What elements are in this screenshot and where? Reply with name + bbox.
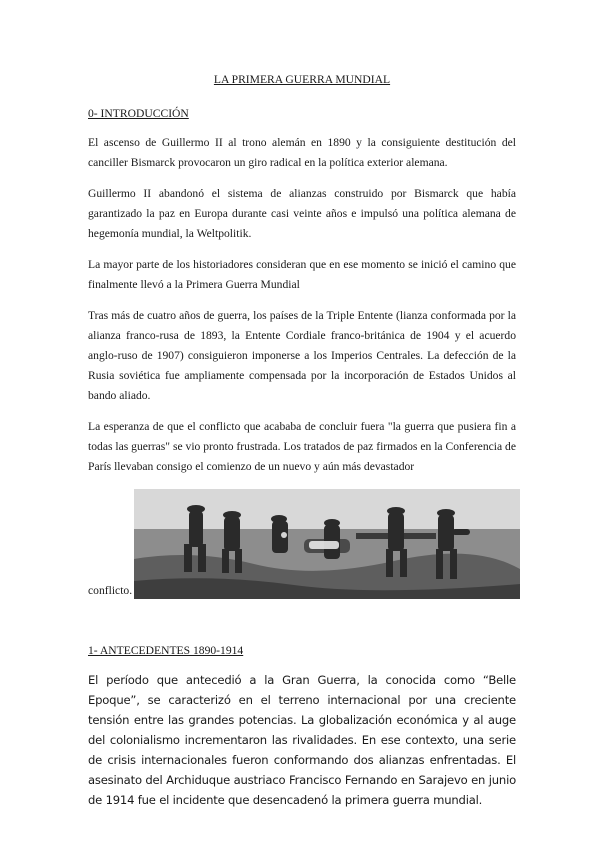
soldiers-photo (134, 489, 520, 599)
section-antecedentes (88, 641, 516, 810)
document-page (88, 70, 516, 821)
page-title: LA PRIMERA GUERRA MUNDIAL (213, 73, 391, 86)
section-heading-antecedentes: 1- ANTECEDENTES 1890-1914 (88, 644, 244, 657)
soldiers-photo-illustration (134, 489, 520, 599)
paragraph: Tras más de cuatro años de guerra, los países de la Triple Entente (lianza conformada por la alianza franco-rusa de 1893, la Entente Cordiale franco-británica de 1904 y el acuerdo anglo-ruso de 1907) consiguieron imponerse a los Imperios Centrales. La defección de la Rusia soviética fue ampliamente compensada por la incorporación de Estados Unidos al bando aliado. (88, 309, 516, 402)
figure-caption: conflicto. (88, 584, 133, 597)
paragraph: La esperanza de que el conflicto que acababa de concluir fuera "la guerra que pusiera fin a todas las guerras" se vio pronto frustrada. Los tratados de paz firmados en la Conferencia de París llevaban consigo el comienzo de un nuevo y aún más devastador (88, 420, 516, 473)
paragraph: El período que antecedió a la Gran Guerra, la conocida como “Belle Epoque”, se caracterizó en el terreno internacional por una creciente tensión entre las grandes potencias. La globalización económica y al auge del colonialismo incrementaron las rivalidades. En ese contexto, una serie de crisis internacionales fueron conformando dos alianzas enfrentadas. El asesinato del Archiduque austriaco Francisco Fernando en Sarajevo en junio de 1914 fue el incidente que desencadenó la primera guerra mundial. (88, 673, 516, 807)
paragraph: Guillermo II abandonó el sistema de alianzas construido por Bismarck que había garantizado la paz en Europa durante casi veinte años e impulsó una política alemana de hegemonía mundial, la Weltpolitik. (88, 187, 516, 240)
paragraph: El ascenso de Guillermo II al trono alemán en 1890 y la consiguiente destitución del canciller Bismarck provocaron un giro radical en la política exterior alemana. (88, 136, 516, 169)
section-heading-introduccion: 0- INTRODUCCIÓN (88, 107, 189, 120)
paragraph: La mayor parte de los historiadores consideran que en ese momento se inició el camino que finalmente llevó a la Primera Guerra Mundial (88, 258, 516, 291)
figure-row (88, 489, 516, 601)
